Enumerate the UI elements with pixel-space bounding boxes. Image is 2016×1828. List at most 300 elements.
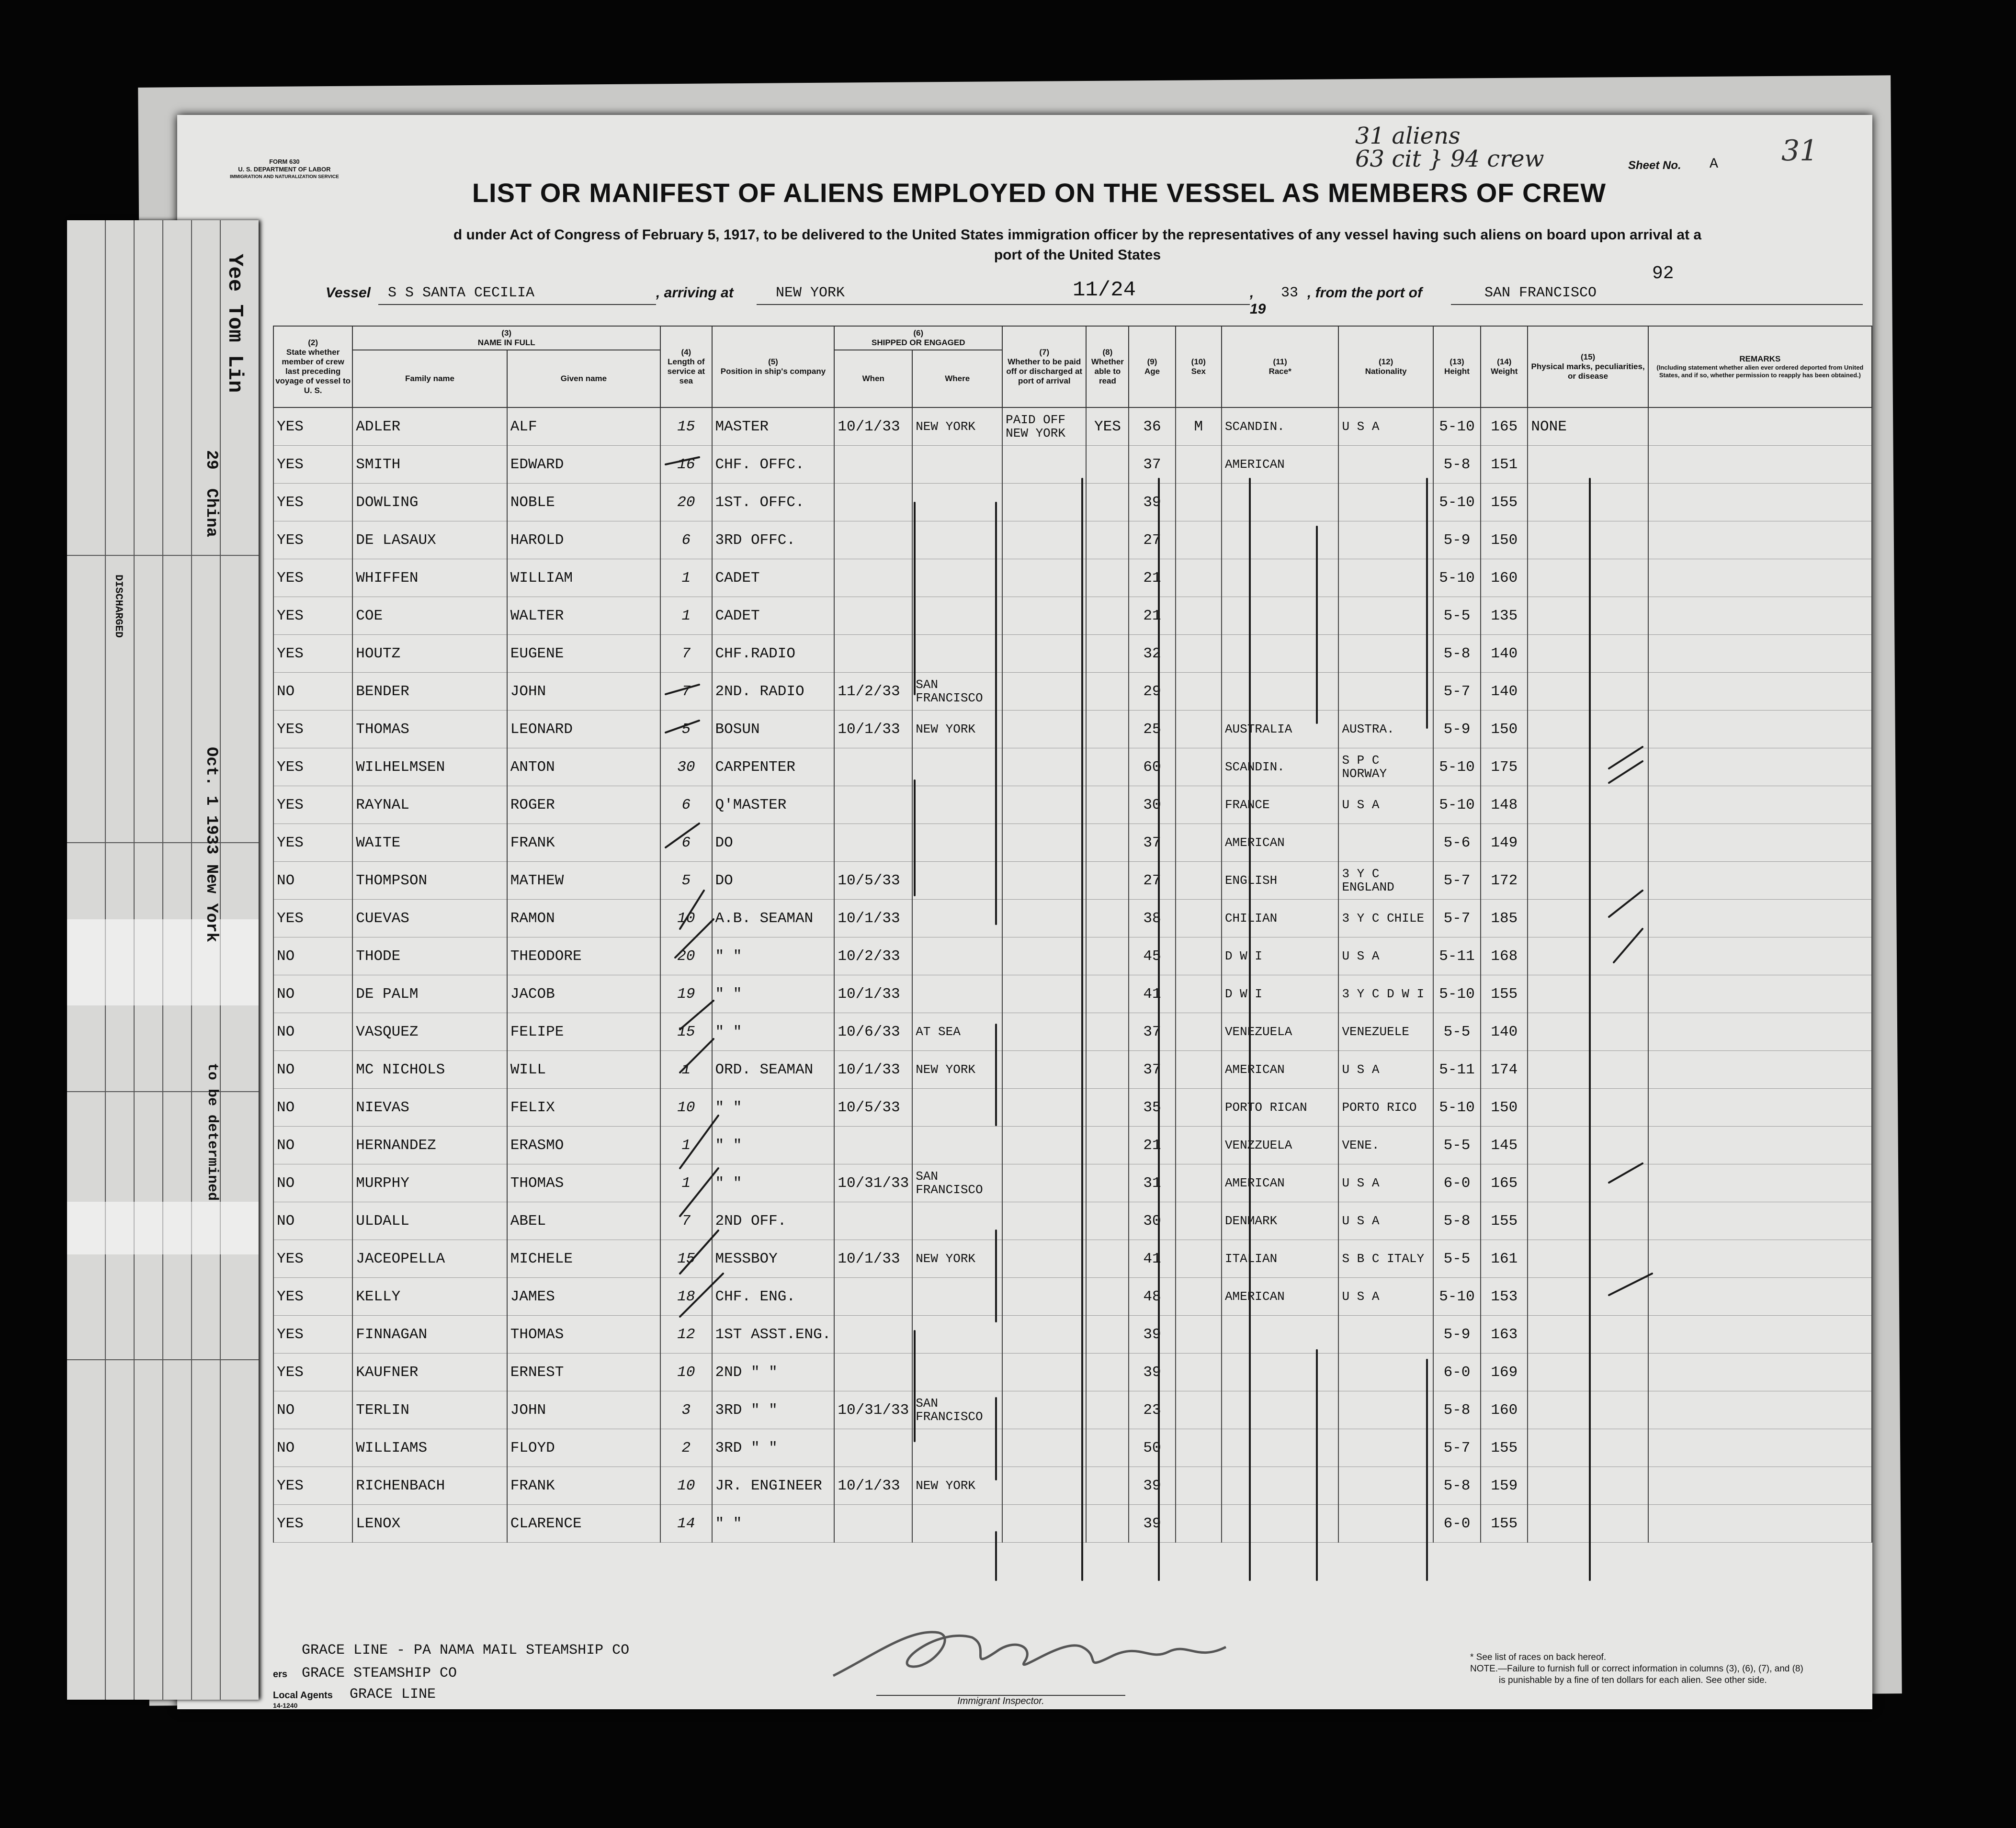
cell-service: 7 (660, 1202, 712, 1240)
tick-mark-remarks (1614, 929, 1642, 962)
cell-height: 5-7 (1433, 900, 1481, 937)
cell-service: 10 (660, 900, 712, 937)
cell-position: CHF. ENG. (712, 1278, 835, 1316)
col-num: (14) (1497, 357, 1512, 366)
cell-height: 5-5 (1433, 597, 1481, 635)
cell-age: 27 (1129, 521, 1175, 559)
cell-nat: U S A (1338, 786, 1433, 824)
col-num: (13) (1450, 357, 1464, 366)
inspector-signature (814, 1618, 1264, 1685)
cell-prev: NO (273, 1089, 352, 1127)
cell-prev: NO (273, 1391, 352, 1429)
cell-when: 10/5/33 (834, 1089, 912, 1127)
cell-weight: 149 (1481, 824, 1528, 862)
cell-age: 37 (1129, 1051, 1175, 1089)
tick-mark-service (666, 824, 699, 847)
cell-weight: 150 (1481, 1089, 1528, 1127)
cell-where: AT SEA (912, 1013, 1002, 1051)
cell-family: LENOX (352, 1505, 507, 1543)
tick-mark-service (680, 1274, 723, 1317)
cell-weight: 165 (1481, 407, 1528, 446)
tick-mark-service (680, 1039, 714, 1072)
cell-position: CARPENTER (712, 748, 835, 786)
cell-race: D W I (1222, 975, 1339, 1013)
arriving-value: NEW YORK (776, 285, 845, 301)
cell-position: 3RD OFFC. (712, 521, 835, 559)
cell-family: CUEVAS (352, 900, 507, 937)
cell-given: ERNEST (507, 1354, 660, 1391)
cell-weight: 185 (1481, 900, 1528, 937)
cell-when: 10/1/33 (834, 900, 912, 937)
cell-family: KAUFNER (352, 1354, 507, 1391)
cell-family: RICHENBACH (352, 1467, 507, 1505)
cell-age: 36 (1129, 407, 1175, 446)
cell-family: TERLIN (352, 1391, 507, 1429)
subtitle-line-1: d under Act of Congress of February 5, 1917, to be delivered to the United States immigration officer by the representatives of any vessel having such aliens on board upon arrival at a (453, 227, 1702, 243)
cell-nat: U S A (1338, 1278, 1433, 1316)
cell-nat: U S A (1338, 1051, 1433, 1089)
col-label: Length of service at sea (667, 357, 705, 385)
cell-nat: AUSTRA. (1338, 711, 1433, 748)
cell-given: ALF (507, 407, 660, 446)
cell-when: 10/31/33 (834, 1391, 912, 1429)
cell-service: 1 (660, 1051, 712, 1089)
cell-age: 48 (1129, 1278, 1175, 1316)
cell-prev: YES (273, 1354, 352, 1391)
sheet-no-value: A (1710, 156, 1719, 172)
col-num: (9) (1147, 357, 1157, 366)
cell-prev: NO (273, 1164, 352, 1202)
cell-service: 18 (660, 1278, 712, 1316)
cell-family: RAYNAL (352, 786, 507, 824)
arriving-label: , arriving at (656, 285, 734, 301)
cell-weight: 140 (1481, 673, 1528, 711)
operators-value: GRACE STEAMSHIP CO (302, 1665, 457, 1681)
year-value: 33 (1281, 285, 1299, 301)
cell-weight: 148 (1481, 786, 1528, 824)
cell-race: D W I (1222, 937, 1339, 975)
pen-marks (177, 115, 1872, 1709)
cell-family: FINNAGAN (352, 1316, 507, 1354)
cell-race: DENMARK (1222, 1202, 1339, 1240)
cell-family: JACEOPELLA (352, 1240, 507, 1278)
cell-age: 39 (1129, 1316, 1175, 1354)
vessel-label: Vessel (326, 285, 371, 301)
cell-weight: 155 (1481, 975, 1528, 1013)
cell-position: " " (712, 975, 835, 1013)
tick-mark-remarks (1609, 1274, 1652, 1295)
cell-service: 20 (660, 484, 712, 521)
cell-nat: U S A (1338, 1202, 1433, 1240)
dept-form: FORM 630 (269, 158, 300, 165)
cell-position: 2ND " " (712, 1354, 835, 1391)
cell-given: ERASMO (507, 1127, 660, 1164)
cell-prev: YES (273, 711, 352, 748)
cell-age: 37 (1129, 446, 1175, 484)
col-given-name-header: Given name (507, 350, 660, 407)
dept-name: U. S. DEPARTMENT OF LABOR (238, 166, 331, 173)
cell-when: 11/2/33 (834, 673, 912, 711)
cell-nat: PORTO RICO (1338, 1089, 1433, 1127)
arrival-date: 11/24 (1073, 278, 1136, 302)
cell-weight: 155 (1481, 484, 1528, 521)
stamp-number: 92 (1652, 263, 1674, 284)
cell-race: AMERICAN (1222, 1164, 1339, 1202)
cell-position: Q'MASTER (712, 786, 835, 824)
cell-given: THEODORE (507, 937, 660, 975)
cell-height: 5-6 (1433, 824, 1481, 862)
tape-strip (67, 1202, 259, 1254)
tick-mark-service (666, 721, 699, 733)
cell-age: 41 (1129, 975, 1175, 1013)
cell-where: NEW YORK (912, 1467, 1002, 1505)
cell-position: 2ND OFF. (712, 1202, 835, 1240)
cell-nat: U S A (1338, 407, 1433, 446)
operators-label: ers (273, 1669, 288, 1680)
cell-given: EUGENE (507, 635, 660, 673)
cell-sex: M (1176, 407, 1222, 446)
cell-age: 39 (1129, 1467, 1175, 1505)
cell-weight: 151 (1481, 446, 1528, 484)
cell-race: AMERICAN (1222, 1051, 1339, 1089)
col-label: Race* (1268, 367, 1291, 376)
agents-label: Local Agents (273, 1690, 333, 1701)
cell-given: ANTON (507, 748, 660, 786)
cell-age: 30 (1129, 786, 1175, 824)
cell-age: 23 (1129, 1391, 1175, 1429)
cell-service: 1 (660, 559, 712, 597)
cell-family: WHIFFEN (352, 559, 507, 597)
cell-weight: 155 (1481, 1202, 1528, 1240)
cell-family: MURPHY (352, 1164, 507, 1202)
subtitle-line-2: port of the United States (994, 247, 1161, 263)
tick-mark-service (666, 457, 699, 464)
tick-mark-service (680, 1230, 718, 1274)
from-port-label: , from the port of (1307, 285, 1422, 301)
cell-height: 5-8 (1433, 1467, 1481, 1505)
cell-family: THOMAS (352, 711, 507, 748)
cell-service: 16 (660, 446, 712, 484)
cell-when: 10/1/33 (834, 711, 912, 748)
cell-given: MICHELE (507, 1240, 660, 1278)
cell-given: JAMES (507, 1278, 660, 1316)
cell-when: 10/1/33 (834, 1240, 912, 1278)
cell-family: HERNANDEZ (352, 1127, 507, 1164)
cell-age: 37 (1129, 1013, 1175, 1051)
cell-given: WILLIAM (507, 559, 660, 597)
vessel-value: S S SANTA CECILIA (388, 285, 535, 301)
cell-race: PORTO RICAN (1222, 1089, 1339, 1127)
cell-when: 10/1/33 (834, 1051, 912, 1089)
cell-prev: YES (273, 484, 352, 521)
cell-prev: NO (273, 1127, 352, 1164)
page-number: 31 (1781, 134, 1818, 168)
footnote-note: NOTE.—Failure to furnish full or correct information in columns (3), (6), (7), and (8) (1470, 1664, 1803, 1674)
cell-position: 3RD " " (712, 1391, 835, 1429)
cell-prev: NO (273, 862, 352, 900)
cell-position: ORD. SEAMAN (712, 1051, 835, 1089)
cell-when: 10/1/33 (834, 407, 912, 446)
col-label: REMARKS (1739, 354, 1781, 363)
cell-race: AMERICAN (1222, 446, 1339, 484)
cell-service: 6 (660, 824, 712, 862)
tick-mark-service (680, 891, 704, 929)
cell-race: CHILIAN (1222, 900, 1339, 937)
col-label: Whether to be paid off or discharged at port of arrival (1006, 357, 1083, 385)
cell-weight: 145 (1481, 1127, 1528, 1164)
cell-where: NEW YORK (912, 1240, 1002, 1278)
cell-age: 31 (1129, 1164, 1175, 1202)
cell-given: WILL (507, 1051, 660, 1089)
cell-prev: YES (273, 1505, 352, 1543)
cell-prev: NO (273, 1429, 352, 1467)
cell-where: NEW YORK (912, 1051, 1002, 1089)
col-label: Height (1444, 367, 1470, 376)
cell-position: 3RD " " (712, 1429, 835, 1467)
cell-height: 6-0 (1433, 1354, 1481, 1391)
cell-height: 5-5 (1433, 1240, 1481, 1278)
cell-nat: S P C NORWAY (1338, 748, 1433, 786)
cell-height: 5-7 (1433, 862, 1481, 900)
cell-service: 10 (660, 1089, 712, 1127)
cell-family: MC NICHOLS (352, 1051, 507, 1089)
cell-family: WILLIAMS (352, 1429, 507, 1467)
col-label: Whether able to read (1091, 357, 1124, 385)
cell-paid: PAID OFF NEW YORK (1002, 407, 1086, 446)
slip-discharged-label: DISCHARGED (113, 575, 125, 638)
footnote-races: * See list of races on back hereof. (1470, 1652, 1607, 1662)
cell-prev: YES (273, 446, 352, 484)
cell-position: " " (712, 1013, 835, 1051)
cell-service: 6 (660, 521, 712, 559)
cell-height: 5-10 (1433, 1278, 1481, 1316)
cell-position: A.B. SEAMAN (712, 900, 835, 937)
cell-age: 27 (1129, 862, 1175, 900)
sheet-no-label: Sheet No. (1628, 159, 1681, 172)
cell-when: 10/31/33 (834, 1164, 912, 1202)
tick-mark-remarks (1609, 891, 1642, 917)
tick-mark-service (680, 1001, 714, 1029)
cell-prev: YES (273, 407, 352, 446)
cell-given: HAROLD (507, 521, 660, 559)
cell-position: 1ST ASST.ENG. (712, 1316, 835, 1354)
cell-nat: VENEZUELE (1338, 1013, 1433, 1051)
cell-age: 60 (1129, 748, 1175, 786)
cell-age: 39 (1129, 1354, 1175, 1391)
cell-height: 5-7 (1433, 673, 1481, 711)
tick-mark-remarks (1609, 1163, 1642, 1183)
cell-height: 5-10 (1433, 748, 1481, 786)
cell-given: ROGER (507, 786, 660, 824)
cell-weight: 163 (1481, 1316, 1528, 1354)
cell-race: VENZZUELA (1222, 1127, 1339, 1164)
cell-weight: 155 (1481, 1429, 1528, 1467)
cell-height: 5-10 (1433, 484, 1481, 521)
cell-marks: NONE (1528, 407, 1648, 446)
cell-height: 5-10 (1433, 1089, 1481, 1127)
cell-position: JR. ENGINEER (712, 1467, 835, 1505)
cell-family: THOMPSON (352, 862, 507, 900)
cell-family: DE PALM (352, 975, 507, 1013)
cell-age: 50 (1129, 1429, 1175, 1467)
cell-weight: 161 (1481, 1240, 1528, 1278)
cell-when: 10/1/33 (834, 1467, 912, 1505)
cell-family: WILHELMSEN (352, 748, 507, 786)
cell-position: " " (712, 1127, 835, 1164)
cell-position: " " (712, 937, 835, 975)
cell-prev: NO (273, 1051, 352, 1089)
page-title: LIST OR MANIFEST OF ALIENS EMPLOYED ON THE VESSEL AS MEMBERS OF CREW (472, 178, 1607, 208)
cell-age: 25 (1129, 711, 1175, 748)
col-num: (10) (1191, 357, 1206, 366)
cell-family: ADLER (352, 407, 507, 446)
col-family-name-header: Family name (352, 350, 507, 407)
cell-prev: YES (273, 824, 352, 862)
cell-family: ULDALL (352, 1202, 507, 1240)
cell-height: 5-9 (1433, 711, 1481, 748)
cell-age: 38 (1129, 900, 1175, 937)
cell-age: 21 (1129, 1127, 1175, 1164)
cell-height: 5-5 (1433, 1013, 1481, 1051)
cell-prev: NO (273, 1013, 352, 1051)
col-num: (15) (1580, 352, 1596, 361)
cell-given: WALTER (507, 597, 660, 635)
cell-position: " " (712, 1089, 835, 1127)
cell-family: THODE (352, 937, 507, 975)
cell-weight: 165 (1481, 1164, 1528, 1202)
cell-where: NEW YORK (912, 711, 1002, 748)
col-when-header: When (834, 350, 912, 407)
cell-weight: 168 (1481, 937, 1528, 975)
cell-service: 2 (660, 1429, 712, 1467)
cell-height: 5-10 (1433, 559, 1481, 597)
cell-position: CADET (712, 597, 835, 635)
cell-when: 10/2/33 (834, 937, 912, 975)
col-label: Weight (1491, 367, 1518, 376)
cell-position: MESSBOY (712, 1240, 835, 1278)
col-num: (8) (1102, 348, 1113, 357)
cell-nat: VENE. (1338, 1127, 1433, 1164)
cell-race: AMERICAN (1222, 824, 1339, 862)
cell-given: FELIX (507, 1089, 660, 1127)
cell-height: 6-0 (1433, 1164, 1481, 1202)
cell-position: MASTER (712, 407, 835, 446)
cell-service: 1 (660, 1127, 712, 1164)
cell-where: SAN FRANCISCO (912, 673, 1002, 711)
slip-alien-name: Yee Tom Lin (223, 254, 247, 393)
cell-height: 5-8 (1433, 635, 1481, 673)
cell-age: 37 (1129, 824, 1175, 862)
cell-nat: 3 Y C CHILE (1338, 900, 1433, 937)
cell-nat: 3 Y C D W I (1338, 975, 1433, 1013)
cell-race: AMERICAN (1222, 1278, 1339, 1316)
cell-prev: YES (273, 559, 352, 597)
cell-given: MATHEW (507, 862, 660, 900)
cell-given: JOHN (507, 673, 660, 711)
form-number: 14-1240 (273, 1702, 298, 1709)
cell-position: DO (712, 824, 835, 862)
handwritten-note-aliens: 31 aliens (1355, 123, 1461, 149)
cell-given: CLARENCE (507, 1505, 660, 1543)
col-label: Physical marks, peculiarities, or disease (1531, 362, 1645, 381)
cell-weight: 159 (1481, 1467, 1528, 1505)
cell-service: 7 (660, 635, 712, 673)
cell-race: SCANDIN. (1222, 407, 1339, 446)
cell-given: NOBLE (507, 484, 660, 521)
cell-age: 35 (1129, 1089, 1175, 1127)
cell-height: 5-8 (1433, 1202, 1481, 1240)
cell-service: 1 (660, 597, 712, 635)
cell-position: 1ST. OFFC. (712, 484, 835, 521)
cell-nat: U S A (1338, 937, 1433, 975)
cell-race: SCANDIN. (1222, 748, 1339, 786)
footnote (1470, 1652, 1803, 1686)
cell-height: 5-9 (1433, 521, 1481, 559)
cell-given: THOMAS (507, 1316, 660, 1354)
cell-service: 6 (660, 786, 712, 824)
cell-family: BENDER (352, 673, 507, 711)
cell-prev: YES (273, 635, 352, 673)
cell-position: BOSUN (712, 711, 835, 748)
cell-height: 5-8 (1433, 1391, 1481, 1429)
cell-service: 15 (660, 1013, 712, 1051)
cell-service: 12 (660, 1316, 712, 1354)
cell-age: 39 (1129, 484, 1175, 521)
cell-age: 39 (1129, 1505, 1175, 1543)
cell-service: 5 (660, 862, 712, 900)
cell-given: FRANK (507, 824, 660, 862)
cell-prev: YES (273, 1316, 352, 1354)
cell-position: " " (712, 1505, 835, 1543)
cell-age: 32 (1129, 635, 1175, 673)
cell-service: 10 (660, 1467, 712, 1505)
cell-prev: NO (273, 975, 352, 1013)
cell-service: 1 (660, 1164, 712, 1202)
tick-mark-service (680, 1168, 718, 1216)
cell-prev: YES (273, 900, 352, 937)
cell-weight: 150 (1481, 521, 1528, 559)
cell-weight: 160 (1481, 559, 1528, 597)
cell-position: CHF. OFFC. (712, 446, 835, 484)
cell-family: DE LASAUX (352, 521, 507, 559)
from-port-value: SAN FRANCISCO (1484, 285, 1597, 301)
cell-given: EDWARD (507, 446, 660, 484)
col-label: Position in ship's company (720, 367, 826, 376)
cell-service: 19 (660, 975, 712, 1013)
handwritten-note-citizens: 63 cit } 94 crew (1355, 146, 1544, 172)
cell-height: 5-9 (1433, 1316, 1481, 1354)
slip-sickness: to be determined (204, 1063, 220, 1201)
cell-nat: 3 Y C ENGLAND (1338, 862, 1433, 900)
owner-value: GRACE LINE - PA NAMA MAIL STEAMSHIP CO (302, 1642, 630, 1659)
cell-service: 7 (660, 673, 712, 711)
cell-given: JOHN (507, 1391, 660, 1429)
discharge-slip (67, 220, 259, 1700)
cell-service: 15 (660, 407, 712, 446)
cell-height: 5-8 (1433, 446, 1481, 484)
cell-when: 10/1/33 (834, 975, 912, 1013)
cell-where: SAN FRANCISCO (912, 1164, 1002, 1202)
cell-height: 5-10 (1433, 975, 1481, 1013)
cell-prev: NO (273, 1202, 352, 1240)
cell-given: FLOYD (507, 1429, 660, 1467)
cell-age: 30 (1129, 1202, 1175, 1240)
cell-position: DO (712, 862, 835, 900)
cell-given: ABEL (507, 1202, 660, 1240)
cell-prev: NO (273, 673, 352, 711)
cell-prev: YES (273, 1240, 352, 1278)
cell-service: 30 (660, 748, 712, 786)
